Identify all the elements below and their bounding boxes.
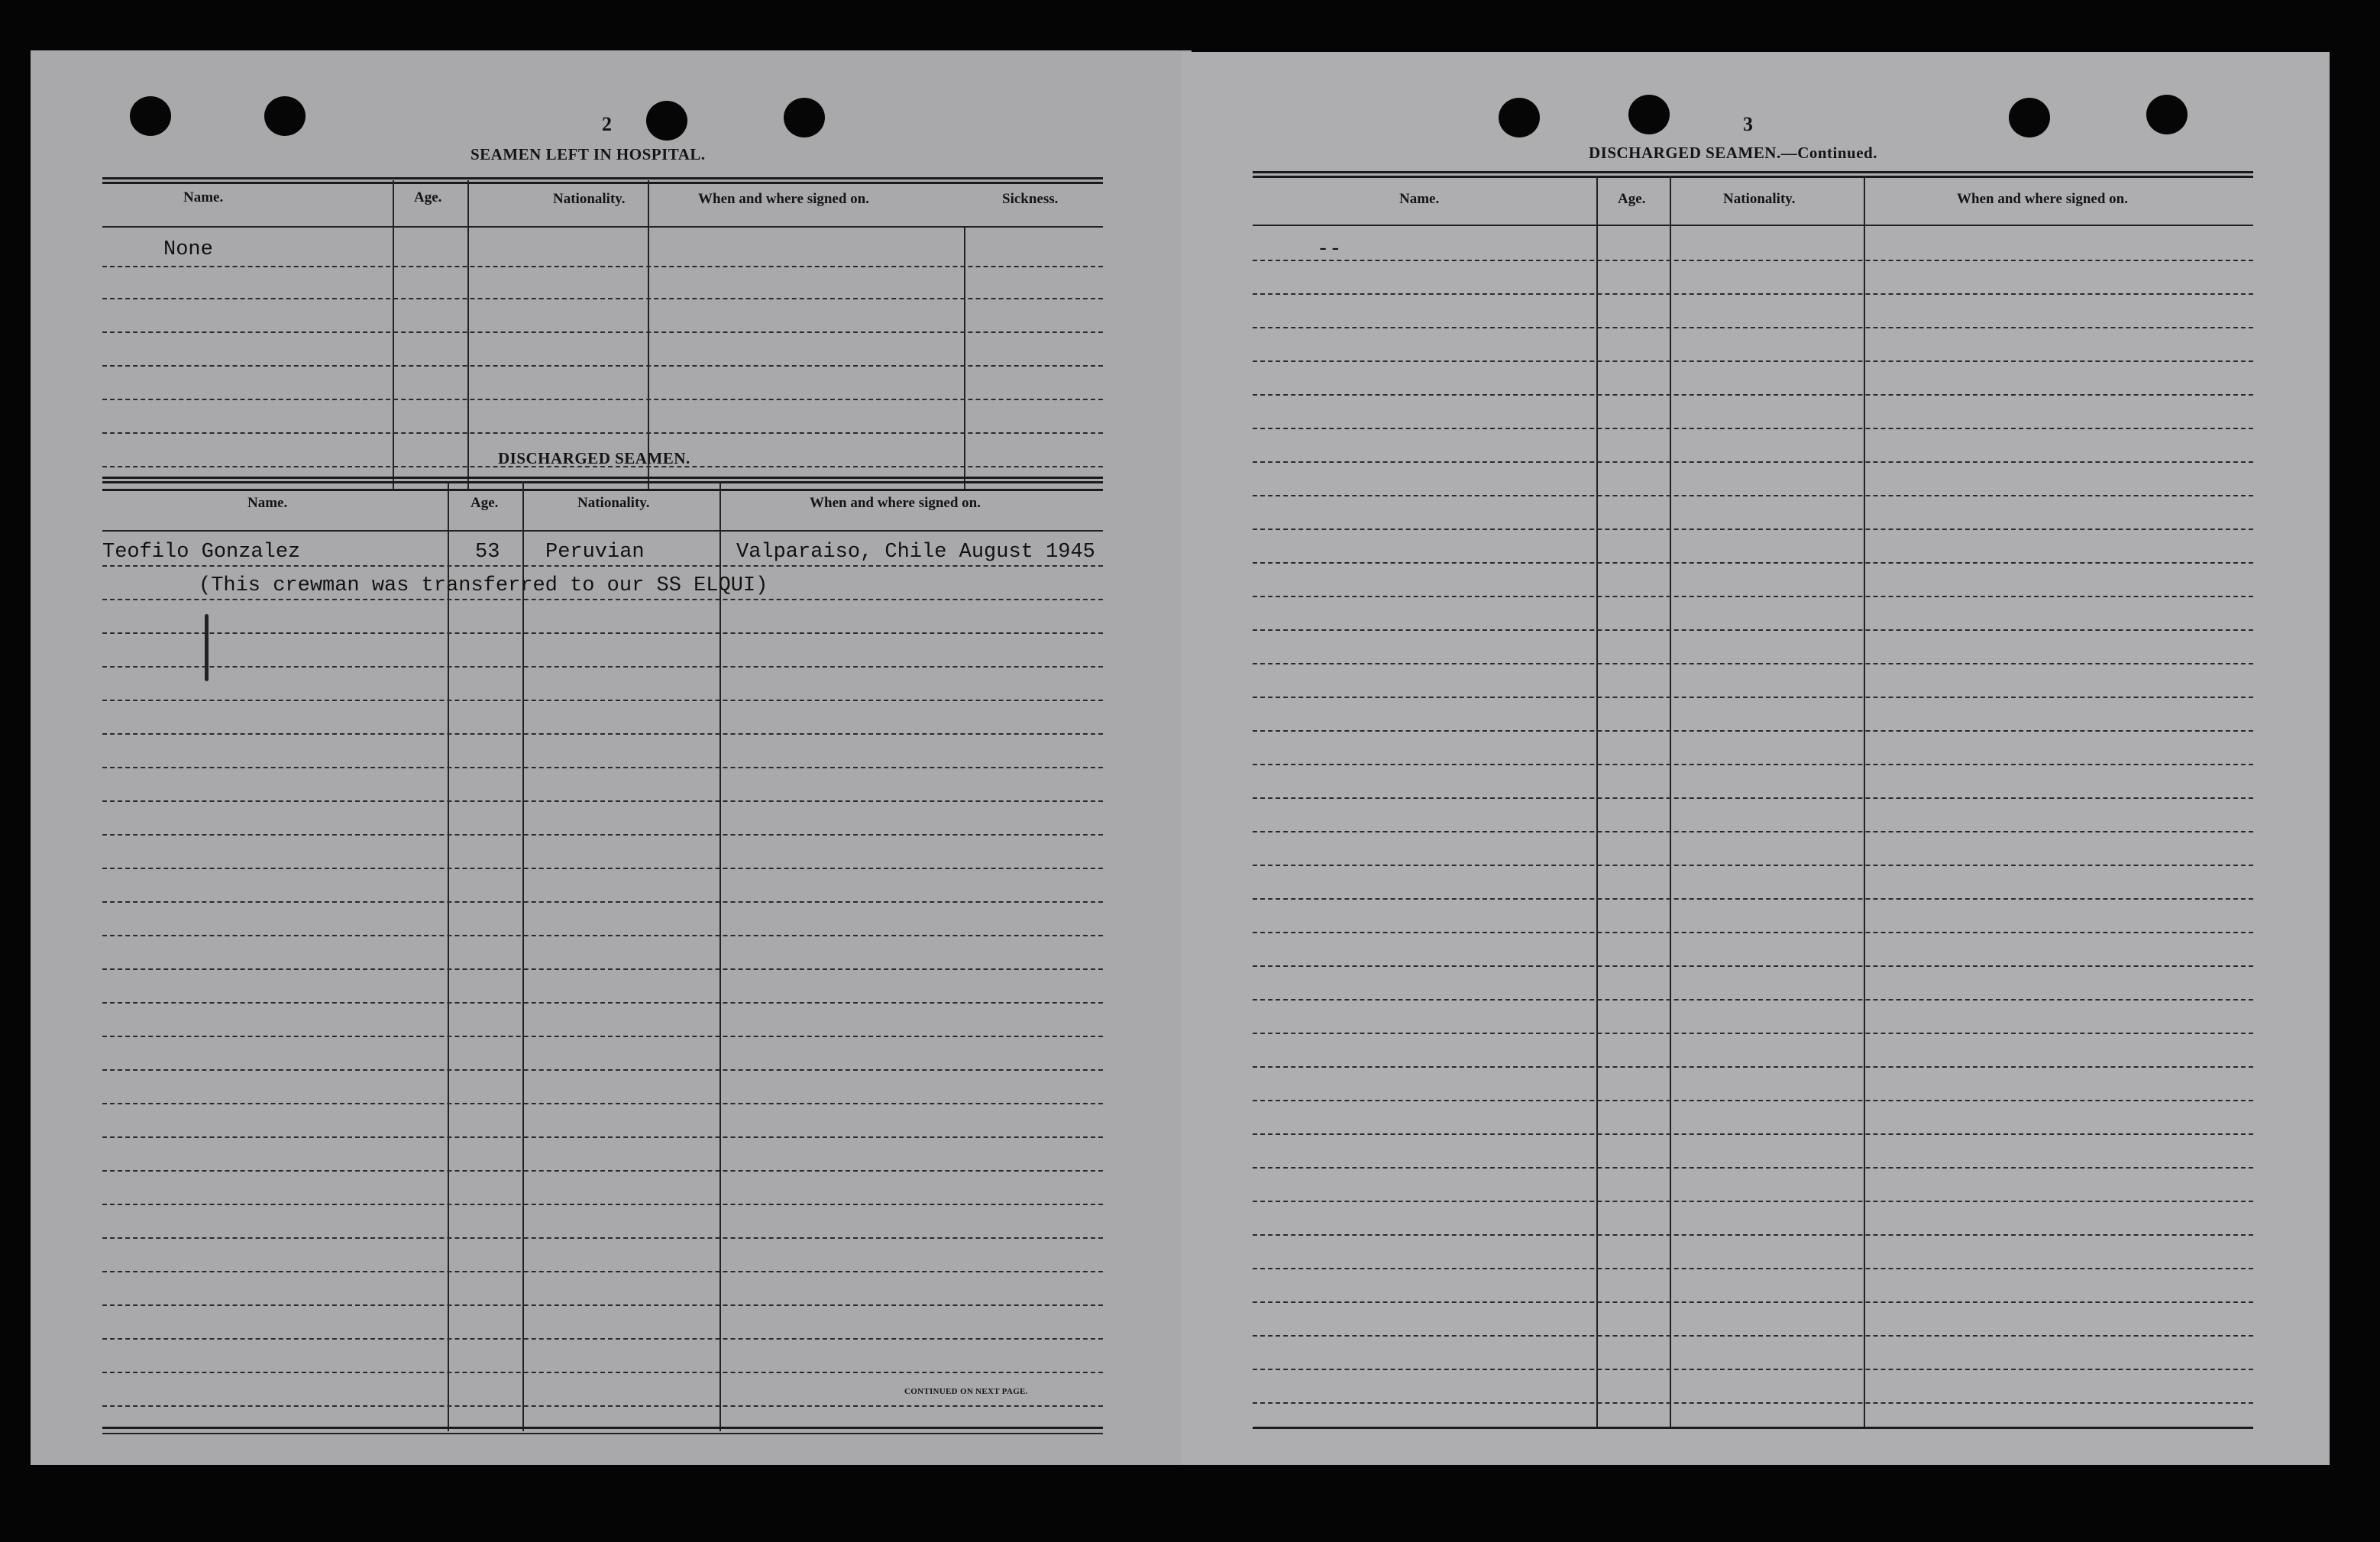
column-divider xyxy=(719,481,721,1431)
punch-hole xyxy=(784,98,825,137)
ruled-line xyxy=(102,1237,1103,1239)
ruled-line xyxy=(102,868,1103,869)
ruled-line xyxy=(1253,831,2253,832)
table-top-rule xyxy=(102,182,1103,184)
hospital-entry: None xyxy=(163,238,213,261)
ruled-line xyxy=(102,968,1103,970)
ruled-line xyxy=(1253,293,2253,295)
page-number: 2 xyxy=(602,113,612,135)
ink-mark xyxy=(205,614,209,681)
column-header-age: Age. xyxy=(1618,191,1646,207)
ruled-line xyxy=(1253,260,2253,261)
column-header-nationality: Nationality. xyxy=(1723,191,1796,207)
ruled-line xyxy=(1253,965,2253,967)
ruled-line xyxy=(102,432,1103,434)
ruled-line xyxy=(1253,1335,2253,1337)
column-header-name: Name. xyxy=(1399,191,1440,207)
ruled-line xyxy=(1253,461,2253,463)
ruled-line xyxy=(1253,1301,2253,1303)
ruled-line xyxy=(1253,1201,2253,1202)
ruled-line xyxy=(1253,360,2253,362)
column-header-nationality: Nationality. xyxy=(553,191,626,207)
seaman-age: 53 xyxy=(475,541,500,564)
table-top-rule xyxy=(1253,171,2253,173)
discharged-section-title: DISCHARGED SEAMEN. xyxy=(498,449,690,467)
ruled-line xyxy=(102,1271,1103,1272)
left-page xyxy=(31,50,1192,1465)
ruled-line xyxy=(102,1103,1103,1104)
column-header-name: Name. xyxy=(183,189,224,205)
column-divider xyxy=(393,180,394,489)
seaman-name: Teofilo Gonzalez xyxy=(102,541,301,564)
ruled-line xyxy=(102,901,1103,903)
right-page xyxy=(1181,52,2330,1465)
ruled-line xyxy=(102,399,1103,400)
ruled-line xyxy=(1253,1234,2253,1236)
ruled-line xyxy=(1253,327,2253,328)
ruled-line xyxy=(102,1170,1103,1172)
header-rule xyxy=(1253,225,2253,226)
ruled-line xyxy=(102,666,1103,668)
ruled-line xyxy=(102,935,1103,936)
ruled-line xyxy=(1253,697,2253,698)
ruled-line xyxy=(1253,1402,2253,1404)
ruled-line xyxy=(102,565,1103,567)
ruled-line xyxy=(1253,730,2253,732)
column-header-signed-on: When and where signed on. xyxy=(1957,191,2129,207)
ruled-line xyxy=(102,1069,1103,1071)
ruled-line xyxy=(102,800,1103,802)
column-header-name: Name. xyxy=(247,495,288,511)
ruled-line xyxy=(1253,1167,2253,1169)
punch-hole xyxy=(2009,98,2050,137)
ruled-line xyxy=(1253,865,2253,866)
ruled-line xyxy=(1253,1066,2253,1068)
ruled-line xyxy=(1253,1133,2253,1135)
ruled-line xyxy=(1253,394,2253,396)
ruled-line xyxy=(1253,562,2253,564)
table-bottom-rule xyxy=(102,1427,1103,1429)
punch-hole xyxy=(264,96,306,136)
ruled-line xyxy=(1253,932,2253,933)
column-header-signed-on: When and where signed on. xyxy=(698,191,870,207)
ruled-line xyxy=(102,1002,1103,1004)
ruled-line xyxy=(1253,1033,2253,1034)
column-divider xyxy=(1596,176,1598,1428)
table-bottom-rule xyxy=(1253,1427,2253,1429)
ruled-line xyxy=(102,1204,1103,1205)
ruled-line xyxy=(102,298,1103,299)
entry-dash: -- xyxy=(1317,238,1342,261)
ruled-line xyxy=(1253,1369,2253,1370)
ruled-line xyxy=(1253,1100,2253,1101)
ruled-line xyxy=(102,365,1103,367)
ruled-line xyxy=(102,266,1103,267)
ruled-line xyxy=(1253,1268,2253,1269)
ruled-line xyxy=(1253,596,2253,597)
seaman-signed-on: Valparaiso, Chile August 1945 xyxy=(736,541,1095,564)
column-header-age: Age. xyxy=(414,189,442,205)
ruled-line xyxy=(102,599,1103,600)
table-top-rule xyxy=(102,177,1103,179)
hospital-section-title: SEAMEN LEFT IN HOSPITAL. xyxy=(471,145,706,163)
ruled-line xyxy=(102,1405,1103,1407)
column-header-nationality: Nationality. xyxy=(577,495,650,511)
section-title: DISCHARGED SEAMEN.—Continued. xyxy=(1589,144,1877,162)
punch-hole xyxy=(2146,95,2188,134)
ruled-line xyxy=(1253,898,2253,900)
punch-hole xyxy=(1628,95,1670,134)
ruled-line xyxy=(102,331,1103,333)
column-divider xyxy=(648,180,649,489)
header-rule xyxy=(102,226,1103,228)
ruled-line xyxy=(102,1136,1103,1138)
column-header-age: Age. xyxy=(471,495,499,511)
ruled-line xyxy=(102,1304,1103,1306)
page-number: 3 xyxy=(1743,113,1753,135)
seaman-remark: (This crewman was transferred to our SS ELQUI) xyxy=(199,574,768,597)
ruled-line xyxy=(1253,764,2253,765)
ruled-line xyxy=(1253,428,2253,429)
column-divider xyxy=(467,180,469,489)
ruled-line xyxy=(1253,999,2253,1001)
column-divider xyxy=(522,481,524,1431)
seaman-nationality: Peruvian xyxy=(545,541,645,564)
ruled-line xyxy=(102,700,1103,701)
column-header-signed-on: When and where signed on. xyxy=(810,495,981,511)
ruled-line xyxy=(1253,663,2253,664)
table-top-rule xyxy=(102,477,1103,479)
ruled-line xyxy=(102,767,1103,768)
column-header-sickness: Sickness. xyxy=(1002,191,1059,207)
column-divider xyxy=(448,481,449,1431)
ruled-line xyxy=(1253,495,2253,496)
ruled-line xyxy=(102,834,1103,836)
ruled-line xyxy=(1253,529,2253,530)
table-bottom-rule xyxy=(102,489,1103,491)
header-rule xyxy=(102,530,1103,532)
ruled-line xyxy=(1253,629,2253,631)
punch-hole xyxy=(130,96,171,136)
ruled-line xyxy=(1253,797,2253,799)
table-top-rule xyxy=(1253,176,2253,178)
table-bottom-rule xyxy=(102,1433,1103,1434)
ruled-line xyxy=(102,632,1103,634)
table-top-rule xyxy=(102,481,1103,483)
ruled-line xyxy=(102,733,1103,735)
punch-hole xyxy=(646,101,687,141)
continued-note: CONTINUED ON NEXT PAGE. xyxy=(904,1387,1028,1396)
ruled-line xyxy=(102,1372,1103,1373)
ruled-line xyxy=(102,1338,1103,1340)
column-divider xyxy=(1670,176,1671,1428)
punch-hole xyxy=(1499,98,1540,137)
column-divider xyxy=(1864,176,1865,1428)
ruled-line xyxy=(102,1036,1103,1037)
